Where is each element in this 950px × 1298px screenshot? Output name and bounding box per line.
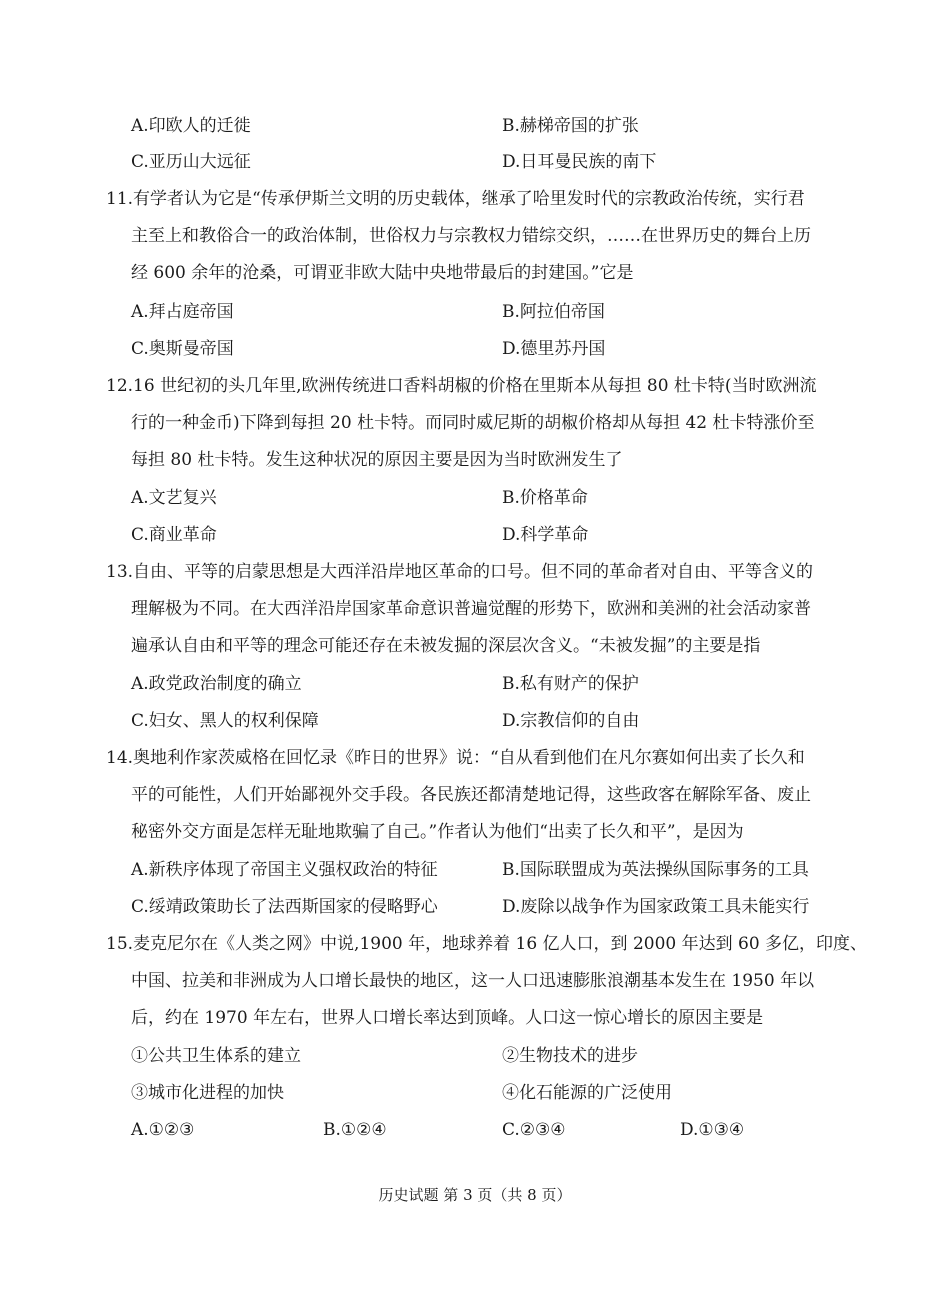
q11-stem-line-3: 经 600 余年的沧桑，可谓亚非欧大陆中央地带最后的封建国。”它是 [131,263,634,283]
q11-option-c: C.奥斯曼帝国 [131,339,234,359]
page-footer: 历史试题 第 3 页（共 8 页） [378,1186,572,1204]
q11-stem-line-1: 11.有学者认为它是“传承伊斯兰文明的历史载体，继承了哈里发时代的宗教政治传统，实行君 [106,189,805,209]
q14-option-b: B.国际联盟成为英法操纵国际事务的工具 [502,860,809,880]
q14-option-a: A.新秩序体现了帝国主义强权政治的特征 [131,860,438,880]
q15-stem-line-1: 15.麦克尼尔在《人类之网》中说,1900 年，地球养着 16 亿人口，到 2000 年达到 60 多亿，印度、 [106,934,868,954]
q15-option-d: D.①③④ [680,1120,745,1140]
q10-option-a: A.印欧人的迁徙 [131,116,251,136]
q13-option-a: A.政党政治制度的确立 [131,674,302,694]
q15-item-1: ①公共卫生体系的建立 [131,1046,301,1066]
q15-option-a: A.①②③ [131,1120,195,1140]
q12-option-b: B.价格革命 [502,488,588,508]
q11-option-a: A.拜占庭帝国 [131,302,234,322]
q13-option-c: C.妇女、黑人的权利保障 [131,711,319,731]
q15-item-3: ③城市化进程的加快 [131,1083,284,1103]
q10-option-b: B.赫梯帝国的扩张 [502,116,639,136]
q14-option-c: C.绥靖政策助长了法西斯国家的侵略野心 [131,897,438,917]
q13-option-d: D.宗教信仰的自由 [502,711,640,731]
q15-option-c: C.②③④ [502,1120,566,1140]
q14-option-d: D.废除以战争作为国家政策工具未能实行 [502,897,810,917]
q12-stem-line-1: 12.16 世纪初的头几年里,欧洲传统进口香料胡椒的价格在里斯本从每担 80 杜卡特(当时欧洲流 [106,376,817,396]
q13-option-b: B.私有财产的保护 [502,674,639,694]
q10-option-c: C.亚历山大远征 [131,152,251,172]
q13-stem-line-3: 遍承认自由和平等的理念可能还存在未被发掘的深层次含义。“未被发掘”的主要是指 [131,636,761,656]
q15-option-b: B.①②④ [323,1120,387,1140]
q12-stem-line-2: 行的一种金币)下降到每担 20 杜卡特。而同时威尼斯的胡椒价格却从每担 42 杜卡特涨价至 [131,413,815,433]
q14-stem-line-1: 14.奥地利作家茨威格在回忆录《昨日的世界》说：“自从看到他们在凡尔赛如何出卖了长久和 [106,748,805,768]
q12-option-a: A.文艺复兴 [131,488,217,508]
q14-stem-line-3: 秘密外交方面是怎样无耻地欺骗了自己。”作者认为他们“出卖了长久和平”，是因为 [131,822,744,842]
q15-stem-line-2: 中国、拉美和非洲成为人口增长最快的地区，这一人口迅速膨胀浪潮基本发生在 1950 年以 [131,971,815,991]
q11-stem-line-2: 主至上和教俗合一的政治体制，世俗权力与宗教权力错综交织，……在世界历史的舞台上历 [131,226,811,246]
q11-option-b: B.阿拉伯帝国 [502,302,605,322]
q13-stem-line-2: 理解极为不同。在大西洋沿岸国家革命意识普遍觉醒的形势下，欧洲和美洲的社会活动家普 [131,599,811,619]
q13-stem-line-1: 13.自由、平等的启蒙思想是大西洋沿岸地区革命的口号。但不同的革命者对自由、平等含义的 [106,562,814,582]
q11-option-d: D.德里苏丹国 [502,339,606,359]
q15-item-4: ④化石能源的广泛使用 [502,1083,672,1103]
q14-stem-line-2: 平的可能性，人们开始鄙视外交手段。各民族还都清楚地记得，这些政客在解除军备、废止 [131,785,811,805]
q15-item-2: ②生物技术的进步 [502,1046,638,1066]
q12-option-d: D.科学革命 [502,525,589,545]
q12-stem-line-3: 每担 80 杜卡特。发生这种状况的原因主要是因为当时欧洲发生了 [131,450,623,470]
q10-option-d: D.日耳曼民族的南下 [502,152,657,172]
q15-stem-line-3: 后，约在 1970 年左右，世界人口增长率达到顶峰。人口这一惊心增长的原因主要是 [131,1008,764,1028]
q12-option-c: C.商业革命 [131,525,217,545]
